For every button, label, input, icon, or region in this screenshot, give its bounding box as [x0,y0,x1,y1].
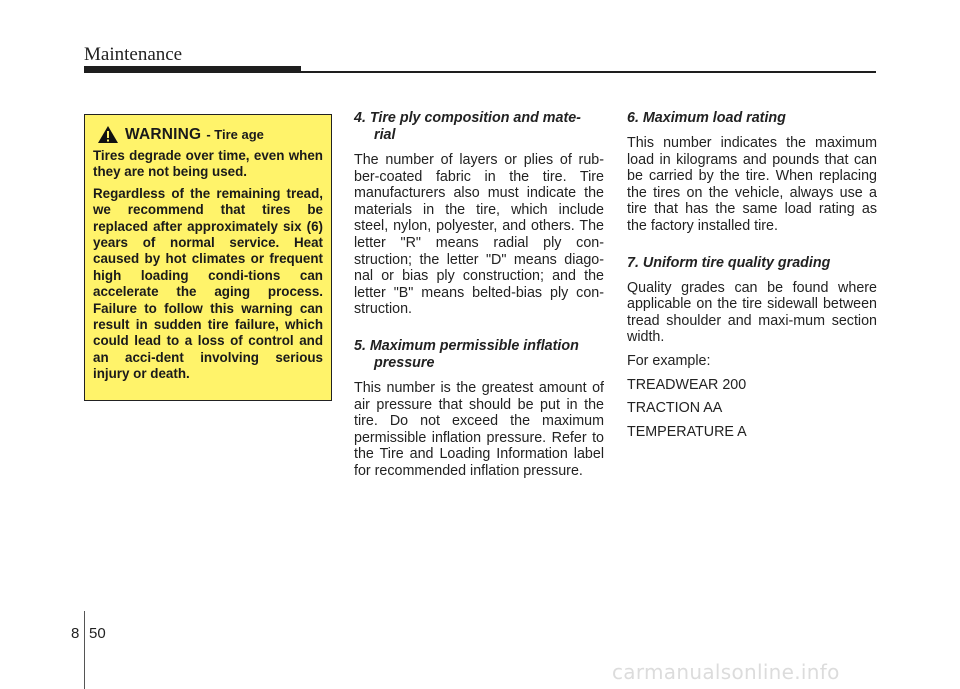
section-7-heading: 7. Uniform tire quality grading [627,254,831,271]
warning-paragraph: Regardless of the remaining tread, we recommend that tires be replaced after approximately six (6) years of normal service. Heat caused by hot climates or frequent high loading condi-tions can accelerate the aging process. Failure to follow this warning can result in sudden tire failure, which could lead to a loss of control and an acci-dent involving serious injury or death. [93,185,323,382]
example-line: TREADWEAR 200 [627,376,747,393]
section-7-body: Quality grades can be found where applicable on the tire sidewall between tread shoulder and maxi-mum section width. [627,279,877,346]
warning-title: WARNING [125,125,202,143]
section-5-heading [354,338,604,372]
warning-header [97,125,323,144]
warning-paragraph: Tires degrade over time, even when they are not being used. [93,148,323,180]
watermark: carmanualsonline.info [612,660,840,684]
footer-divider [84,611,85,689]
warning-triangle-icon [97,125,119,144]
warning-subtitle: - Tire age [206,127,264,142]
right-column [627,110,877,447]
example-line: TRACTION AA [627,400,723,417]
section-4-heading [354,110,604,144]
section-4-body: The number of layers or plies of rub-ber-coated fabric in the tire. Tire manufacturers also must indicate the materials in the tire, which include steel, nylon, polyester, and others. The letter "R" means radial ply con-struction; the letter "D" means diago-nal or bias ply construction; and the letter "B" means belted-bias ply con-struction. [354,152,604,318]
page-header-title: Maintenance [84,44,183,65]
section-4-heading-line2: rial [374,127,396,143]
section-5-heading-line1: 5. Maximum permissible inflation [354,337,579,354]
middle-column [354,110,604,500]
header-rule-thick [84,66,301,73]
example-line: TEMPERATURE A [627,423,747,440]
warning-box [84,114,332,401]
header-rule-thin [301,71,876,73]
section-6-heading: 6. Maximum load rating [627,110,786,126]
section-6-body: This number indicates the maximum load in kilograms and pounds that can be carried by the tire. When replacing the tires on the vehicle, always use a tire that has the same load rating as the factory installed tire. [627,135,877,234]
section-5-body: This number is the greatest amount of air pressure that should be put in the tire. Do not exceed the maximum permissible inflation pressure. Refer to the Tire and Loading Information label for recommended inflation pressure. [354,379,604,479]
page-number: 50 [89,625,106,642]
section-4-heading-line1: 4. Tire ply composition and mate- [354,110,581,126]
example-intro: For example: [627,352,711,369]
section-5-heading-line2: pressure [374,354,435,371]
chapter-number: 8 [71,625,80,642]
